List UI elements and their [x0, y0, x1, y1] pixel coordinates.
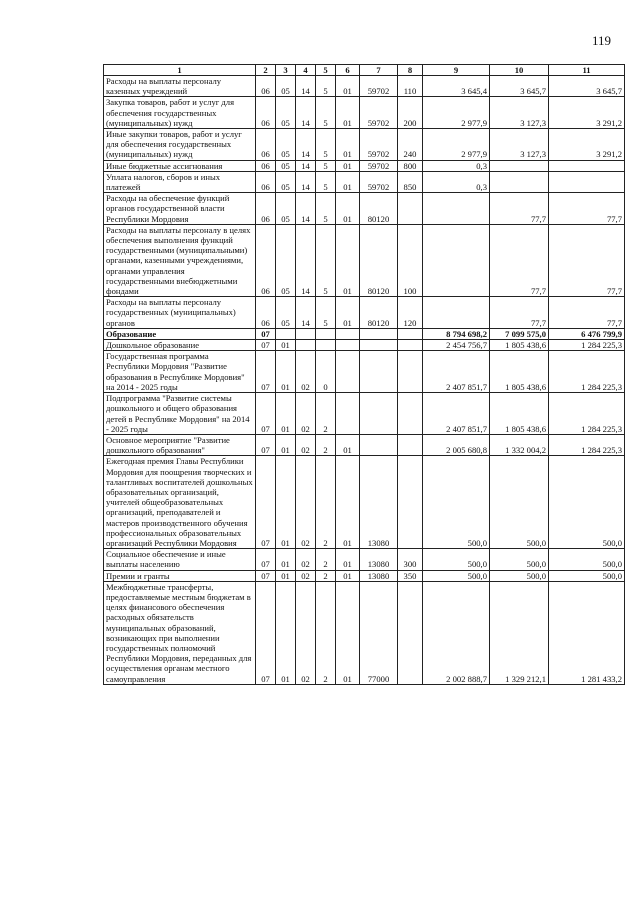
code-cell: 2	[316, 570, 336, 581]
code-cell	[360, 351, 398, 393]
table-row	[104, 160, 625, 171]
code-cell: 14	[296, 160, 316, 171]
table-row	[104, 328, 625, 339]
header-cell: 4	[296, 65, 316, 76]
amount-cell: 2 977,9	[423, 129, 490, 161]
amount-cell: 500,0	[549, 456, 625, 549]
budget-table-container	[103, 64, 624, 685]
amount-cell: 1 805 438,6	[490, 340, 549, 351]
amount-cell: 3 127,3	[490, 97, 549, 129]
amount-cell: 3 645,4	[423, 76, 490, 97]
amount-cell: 2 454 756,7	[423, 340, 490, 351]
table-row	[104, 434, 625, 455]
code-cell: 07	[256, 340, 276, 351]
code-cell: 2	[316, 393, 336, 435]
header-cell: 7	[360, 65, 398, 76]
amount-cell: 3 291,2	[549, 129, 625, 161]
code-cell: 13080	[360, 570, 398, 581]
code-cell: 77000	[360, 581, 398, 684]
amount-cell: 3 291,2	[549, 97, 625, 129]
amount-cell: 500,0	[423, 570, 490, 581]
amount-cell: 1 284 225,3	[549, 340, 625, 351]
code-cell: 80120	[360, 297, 398, 329]
amount-cell: 500,0	[549, 570, 625, 581]
code-cell: 01	[336, 97, 360, 129]
header-cell: 5	[316, 65, 336, 76]
code-cell: 5	[316, 76, 336, 97]
row-name-cell: Расходы на выплаты персоналу казенных учреждений	[104, 76, 256, 97]
code-cell: 05	[276, 224, 296, 296]
row-name-cell: Расходы на обеспечение функций органов государственной власти Республики Мордовия	[104, 193, 256, 225]
table-row	[104, 171, 625, 192]
code-cell: 01	[336, 193, 360, 225]
code-cell: 02	[296, 434, 316, 455]
table-row	[104, 456, 625, 549]
code-cell	[360, 340, 398, 351]
code-cell: 14	[296, 76, 316, 97]
row-name-cell: Расходы на выплаты персоналу в целях обеспечения выполнения функций государственными (муниципальными) органами, казенными учреждениями, органами управления государственными внебюджетными фондами	[104, 224, 256, 296]
amount-cell: 1 281 433,2	[549, 581, 625, 684]
row-name-cell: Межбюджетные трансферты, предоставляемые местным бюджетам в целях финансового обеспечения расходных обязательств муниципальных образований, возникающих при выполнении государственных полномочий Республики Мордовия, переданных для осуществления органам местного самоуправления	[104, 581, 256, 684]
row-name-cell: Ежегодная премия Главы Республики Мордовия для поощрения творческих и талантливых воспитателей дошкольных образовательных организаций, учителей общеобразовательных организаций, преподавателей и мастеров производственного обучения профессиональных образовательных организаций Республики Мордовия	[104, 456, 256, 549]
amount-cell: 1 805 438,6	[490, 393, 549, 435]
code-cell: 07	[256, 351, 276, 393]
amount-cell: 1 329 212,1	[490, 581, 549, 684]
code-cell: 06	[256, 193, 276, 225]
code-cell	[360, 434, 398, 455]
code-cell: 05	[276, 297, 296, 329]
code-cell	[360, 328, 398, 339]
table-row	[104, 351, 625, 393]
code-cell: 02	[296, 581, 316, 684]
code-cell: 01	[336, 570, 360, 581]
code-cell: 850	[398, 171, 423, 192]
code-cell: 59702	[360, 76, 398, 97]
code-cell: 14	[296, 97, 316, 129]
amount-cell: 2 977,9	[423, 97, 490, 129]
code-cell	[336, 340, 360, 351]
amount-cell: 500,0	[423, 549, 490, 570]
table-row	[104, 76, 625, 97]
code-cell: 07	[256, 328, 276, 339]
code-cell: 80120	[360, 224, 398, 296]
row-name-cell: Дошкольное образование	[104, 340, 256, 351]
amount-cell: 2 407 851,7	[423, 351, 490, 393]
row-name-cell: Подпрограмма "Развитие системы дошкольного и общего образования детей в Республике Мордовия" на 2014 - 2025 годы	[104, 393, 256, 435]
code-cell: 01	[336, 76, 360, 97]
code-cell: 02	[296, 351, 316, 393]
amount-cell	[490, 171, 549, 192]
amount-cell	[423, 224, 490, 296]
amount-cell: 77,7	[549, 224, 625, 296]
table-row	[104, 570, 625, 581]
amount-cell: 1 284 225,3	[549, 434, 625, 455]
row-name-cell: Иные закупки товаров, работ и услуг для обеспечения государственных (муниципальных) нужд	[104, 129, 256, 161]
code-cell: 07	[256, 456, 276, 549]
code-cell: 5	[316, 297, 336, 329]
code-cell: 14	[296, 129, 316, 161]
code-cell: 05	[276, 97, 296, 129]
amount-cell: 2 005 680,8	[423, 434, 490, 455]
code-cell: 05	[276, 76, 296, 97]
amount-cell	[423, 193, 490, 225]
code-cell: 06	[256, 224, 276, 296]
amount-cell: 77,7	[549, 297, 625, 329]
code-cell: 01	[276, 340, 296, 351]
code-cell	[398, 393, 423, 435]
code-cell: 06	[256, 160, 276, 171]
code-cell: 59702	[360, 129, 398, 161]
code-cell: 05	[276, 160, 296, 171]
row-name-cell: Социальное обеспечение и иные выплаты населению	[104, 549, 256, 570]
amount-cell: 6 476 799,9	[549, 328, 625, 339]
code-cell: 14	[296, 224, 316, 296]
header-cell: 6	[336, 65, 360, 76]
code-cell	[336, 393, 360, 435]
code-cell: 14	[296, 171, 316, 192]
code-cell: 07	[256, 393, 276, 435]
row-name-cell: Закупка товаров, работ и услуг для обеспечения государственных (муниципальных) нужд	[104, 97, 256, 129]
code-cell: 01	[336, 456, 360, 549]
code-cell: 5	[316, 160, 336, 171]
code-cell: 5	[316, 224, 336, 296]
amount-cell	[423, 297, 490, 329]
amount-cell: 3 645,7	[490, 76, 549, 97]
code-cell: 05	[276, 193, 296, 225]
code-cell: 01	[276, 570, 296, 581]
code-cell: 80120	[360, 193, 398, 225]
amount-cell: 77,7	[490, 297, 549, 329]
table-row	[104, 549, 625, 570]
code-cell: 2	[316, 456, 336, 549]
amount-cell: 77,7	[549, 193, 625, 225]
amount-cell	[549, 160, 625, 171]
code-cell: 59702	[360, 97, 398, 129]
code-cell: 59702	[360, 171, 398, 192]
amount-cell: 7 099 575,0	[490, 328, 549, 339]
header-cell: 1	[104, 65, 256, 76]
code-cell: 2	[316, 434, 336, 455]
code-cell: 01	[336, 581, 360, 684]
code-cell: 01	[276, 434, 296, 455]
header-cell: 8	[398, 65, 423, 76]
table-row	[104, 224, 625, 296]
table-row	[104, 297, 625, 329]
amount-cell: 0,3	[423, 160, 490, 171]
code-cell: 59702	[360, 160, 398, 171]
code-cell: 01	[336, 129, 360, 161]
code-cell: 06	[256, 129, 276, 161]
amount-cell: 500,0	[423, 456, 490, 549]
code-cell: 01	[336, 224, 360, 296]
table-row	[104, 340, 625, 351]
table-row	[104, 193, 625, 225]
code-cell: 2	[316, 581, 336, 684]
code-cell: 01	[336, 297, 360, 329]
code-cell: 07	[256, 581, 276, 684]
amount-cell	[490, 160, 549, 171]
row-name-cell: Государственная программа Республики Мордовия "Развитие образования в Республике Мордовия" на 2014 - 2025 годы	[104, 351, 256, 393]
code-cell: 13080	[360, 456, 398, 549]
code-cell	[296, 340, 316, 351]
page-number: 119	[592, 33, 612, 48]
code-cell	[276, 328, 296, 339]
row-name-cell: Образование	[104, 328, 256, 339]
header-cell: 2	[256, 65, 276, 76]
code-cell	[360, 393, 398, 435]
code-cell: 2	[316, 549, 336, 570]
code-cell: 07	[256, 549, 276, 570]
code-cell: 06	[256, 171, 276, 192]
code-cell: 5	[316, 97, 336, 129]
code-cell: 01	[276, 351, 296, 393]
code-cell: 800	[398, 160, 423, 171]
amount-cell: 3 127,3	[490, 129, 549, 161]
row-name-cell: Основное мероприятие "Развитие дошкольного образования"	[104, 434, 256, 455]
code-cell	[398, 456, 423, 549]
header-row	[104, 65, 625, 76]
code-cell: 5	[316, 193, 336, 225]
amount-cell: 500,0	[490, 456, 549, 549]
code-cell: 0	[316, 351, 336, 393]
code-cell: 100	[398, 224, 423, 296]
amount-cell: 2 407 851,7	[423, 393, 490, 435]
code-cell: 02	[296, 549, 316, 570]
code-cell: 06	[256, 297, 276, 329]
code-cell	[398, 328, 423, 339]
table-row	[104, 129, 625, 161]
amount-cell: 500,0	[490, 570, 549, 581]
code-cell: 02	[296, 456, 316, 549]
code-cell: 01	[276, 581, 296, 684]
code-cell: 240	[398, 129, 423, 161]
code-cell	[398, 434, 423, 455]
code-cell	[316, 340, 336, 351]
amount-cell: 2 002 888,7	[423, 581, 490, 684]
code-cell: 02	[296, 393, 316, 435]
code-cell: 01	[276, 456, 296, 549]
code-cell	[398, 581, 423, 684]
code-cell: 05	[276, 171, 296, 192]
code-cell: 01	[336, 434, 360, 455]
header-cell: 10	[490, 65, 549, 76]
code-cell	[296, 328, 316, 339]
code-cell: 5	[316, 171, 336, 192]
table-row	[104, 393, 625, 435]
table-body	[104, 76, 625, 685]
code-cell: 07	[256, 570, 276, 581]
header-cell: 9	[423, 65, 490, 76]
code-cell: 14	[296, 193, 316, 225]
code-cell: 110	[398, 76, 423, 97]
code-cell	[398, 340, 423, 351]
budget-table	[103, 64, 625, 685]
amount-cell: 77,7	[490, 193, 549, 225]
amount-cell: 500,0	[490, 549, 549, 570]
code-cell	[336, 328, 360, 339]
code-cell: 02	[296, 570, 316, 581]
row-name-cell: Расходы на выплаты персоналу государственных (муниципальных) органов	[104, 297, 256, 329]
code-cell: 200	[398, 97, 423, 129]
code-cell: 350	[398, 570, 423, 581]
code-cell	[398, 193, 423, 225]
amount-cell: 1 805 438,6	[490, 351, 549, 393]
code-cell: 01	[336, 160, 360, 171]
code-cell: 300	[398, 549, 423, 570]
table-row	[104, 581, 625, 684]
header-cell: 3	[276, 65, 296, 76]
code-cell	[398, 351, 423, 393]
amount-cell: 3 645,7	[549, 76, 625, 97]
row-name-cell: Уплата налогов, сборов и иных платежей	[104, 171, 256, 192]
code-cell: 01	[276, 549, 296, 570]
amount-cell: 0,3	[423, 171, 490, 192]
code-cell: 120	[398, 297, 423, 329]
amount-cell: 1 332 004,2	[490, 434, 549, 455]
row-name-cell: Иные бюджетные ассигнования	[104, 160, 256, 171]
code-cell	[316, 328, 336, 339]
amount-cell: 1 284 225,3	[549, 393, 625, 435]
amount-cell	[549, 171, 625, 192]
code-cell: 13080	[360, 549, 398, 570]
code-cell: 06	[256, 76, 276, 97]
amount-cell: 1 284 225,3	[549, 351, 625, 393]
code-cell: 14	[296, 297, 316, 329]
amount-cell: 500,0	[549, 549, 625, 570]
code-cell	[336, 351, 360, 393]
code-cell: 06	[256, 97, 276, 129]
code-cell: 5	[316, 129, 336, 161]
amount-cell: 8 794 698,2	[423, 328, 490, 339]
code-cell: 07	[256, 434, 276, 455]
code-cell: 01	[336, 171, 360, 192]
code-cell: 01	[276, 393, 296, 435]
code-cell: 01	[336, 549, 360, 570]
amount-cell: 77,7	[490, 224, 549, 296]
header-cell: 11	[549, 65, 625, 76]
table-row	[104, 97, 625, 129]
row-name-cell: Премии и гранты	[104, 570, 256, 581]
code-cell: 05	[276, 129, 296, 161]
